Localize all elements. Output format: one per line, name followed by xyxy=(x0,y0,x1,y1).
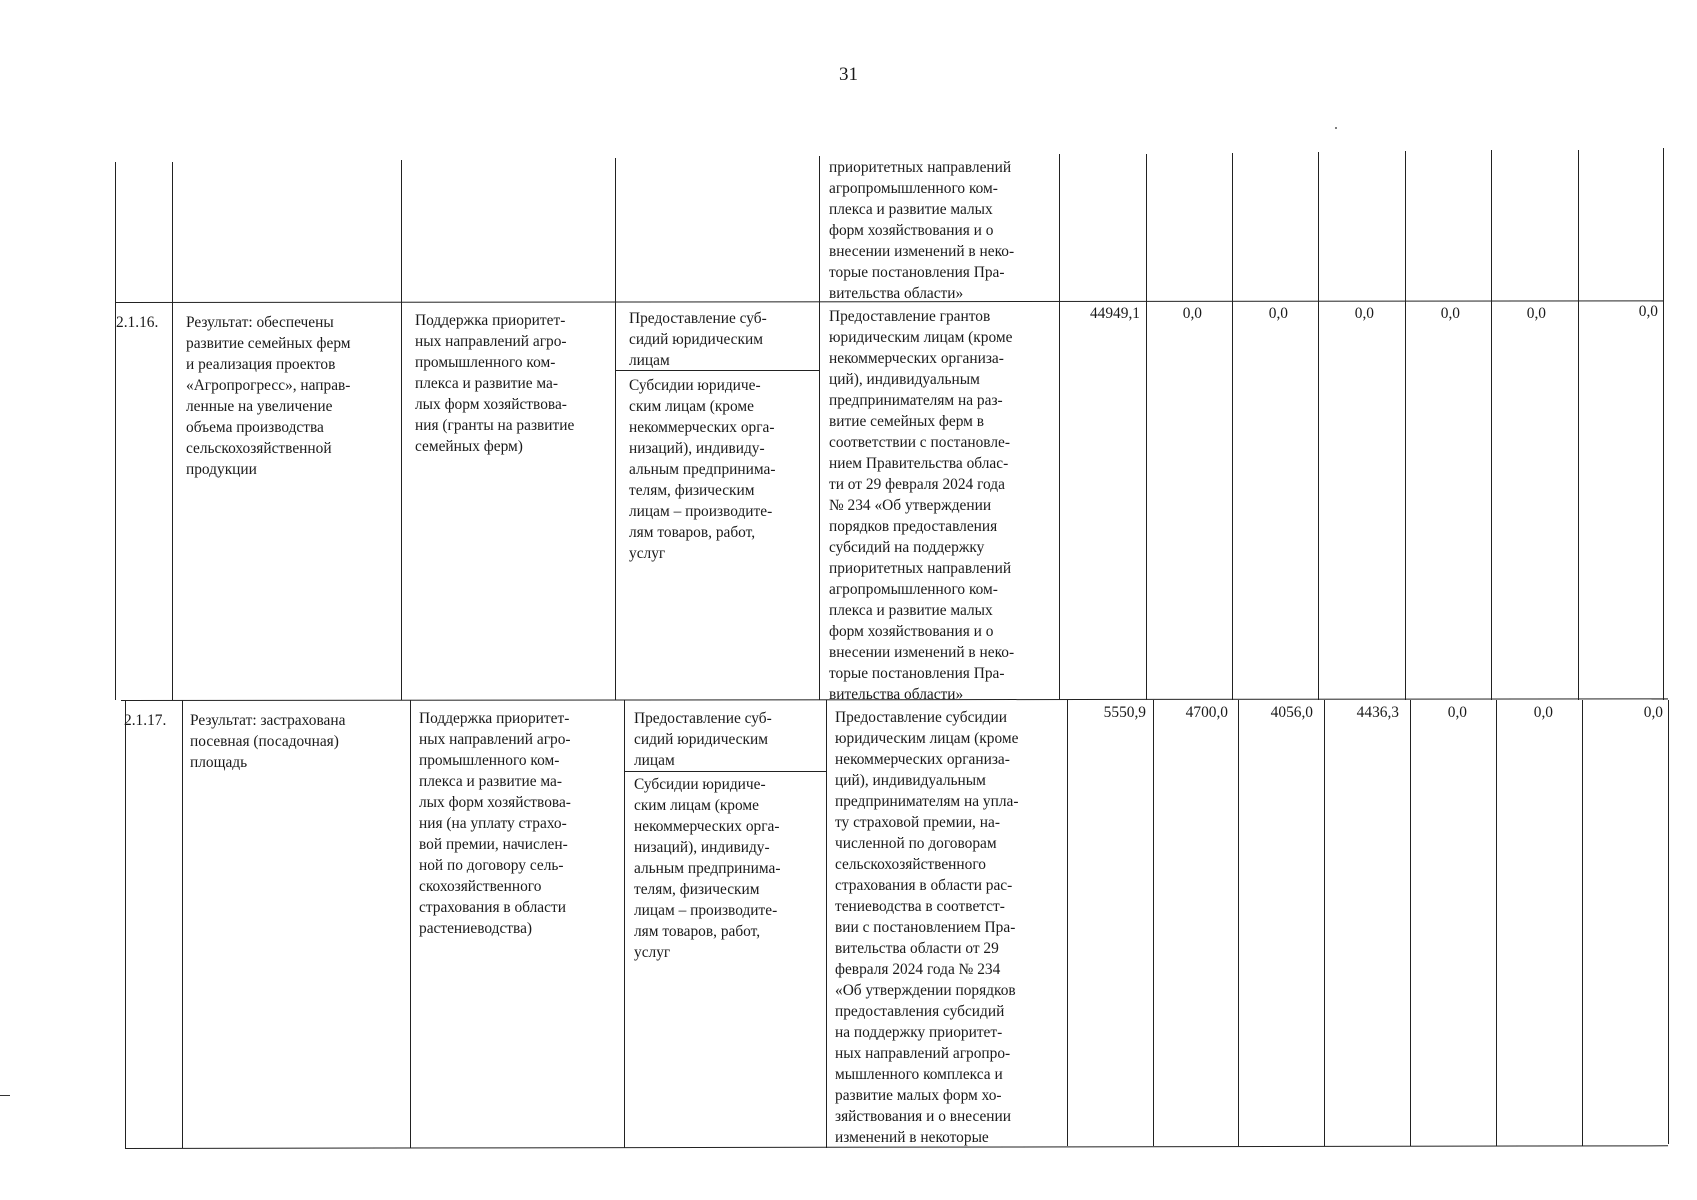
column-divider xyxy=(115,162,116,700)
result-description: Результат: застрахована посевная (посадочная) площадь xyxy=(190,712,346,771)
column-divider xyxy=(1238,700,1239,1146)
row-number: 2.1.17. xyxy=(124,712,167,729)
column-divider xyxy=(1153,700,1154,1146)
value-cell: 4436,3 xyxy=(1356,704,1399,721)
value-cell: 0,0 xyxy=(1354,305,1374,322)
page-number: 31 xyxy=(839,64,858,85)
value-cell: 44949,1 xyxy=(1089,305,1140,322)
column-divider xyxy=(1146,154,1147,700)
column-divider xyxy=(1663,148,1664,700)
value-cell: 0,0 xyxy=(1526,305,1546,322)
scan-speck xyxy=(1335,127,1337,129)
column-divider xyxy=(615,158,616,700)
value-cell: 5550,9 xyxy=(1103,704,1146,721)
value-cell: 0,0 xyxy=(1643,704,1663,721)
value-cell: 0,0 xyxy=(1268,305,1288,322)
recipients: Субсидии юридиче- ским лицам (кроме некоммерческих орга- низаций), индивиду- альным предпринима- телям, физическим лицам – производите- лям товаров, работ, услуг xyxy=(629,377,776,562)
value-cell: 0,0 xyxy=(1447,704,1467,721)
column-divider xyxy=(172,162,173,700)
result-description: Результат: обеспечены развитие семейных ферм и реализация проектов «Агропрогресс», направ- ленные на увеличение объема производства сельскохозяйственной продукции xyxy=(186,314,351,478)
legal-basis-continuation: приоритетных направлений агропромышленного ком- плекса и развитие малых форм хозяйствования и о внесении изменений в неко- торые постановления Пра- вительства области» xyxy=(829,159,1015,302)
mechanism-separator xyxy=(624,771,826,772)
column-divider xyxy=(1496,700,1497,1146)
value-cell: 0,0 xyxy=(1638,303,1658,320)
column-divider xyxy=(410,700,411,1148)
value-cell: 4056,0 xyxy=(1270,704,1313,721)
column-divider xyxy=(1059,154,1060,700)
support-direction: Поддержка приоритет- ных направлений агро- промышленного ком- плекса и развитие ма- лых форм хозяйствова- ния (гранты на развитие семейных ферм) xyxy=(415,312,575,455)
support-direction: Поддержка приоритет- ных направлений агро- промышленного ком- плекса и развитие ма- лых форм хозяйствова- ния (на уплату страхо- вой премии, начислен- ной по договору сель- скохозяйственного страхования в области растениеводства) xyxy=(419,710,571,937)
column-divider xyxy=(1578,150,1579,700)
column-divider xyxy=(826,700,827,1148)
legal-basis: Предоставление субсидии юридическим лицам (кроме некоммерческих организа- ций), индивидуальным предпринимателям на упла- ту страховой премии, на- численной по договорам сельскохозяйственного страхования в области рас- тениеводства в соответст- вии с постановлением Пра- вительства области от 29 февраля 2024 года № 234 «Об утверждении порядков предоставления субсидий на поддержку приоритет- ных направлений агропро- мышленного комплекса и развитие малых форм хо- зяйствования и о внесении изменений в некоторые xyxy=(835,709,1019,1146)
column-divider xyxy=(1232,153,1233,700)
column-divider xyxy=(401,160,402,700)
mechanism-type: Предоставление суб- сидий юридическим лицам xyxy=(634,710,772,769)
column-divider xyxy=(125,700,126,1148)
column-divider xyxy=(182,700,183,1148)
column-divider xyxy=(1405,151,1406,700)
column-divider xyxy=(1324,700,1325,1146)
value-cell: 0,0 xyxy=(1533,704,1553,721)
row-number: 2.1.16. xyxy=(116,314,159,331)
legal-basis: Предоставление грантов юридическим лицам (кроме некоммерческих организа- ций), индивидуальным предпринимателям на раз- витие семейных ферм в соответствии с постановле- нием Правительства облас- ти от 29 февраля 2024 года № 234 «Об утверждении порядков предоставления субсидий на поддержку приоритетных направлений агропромышленного ком- плекса и развитие малых форм хозяйствования и о внесении изменений в неко- торые постановления Пра- вительства области» xyxy=(829,308,1015,703)
column-divider xyxy=(1410,700,1411,1146)
column-divider xyxy=(819,156,820,700)
recipients: Субсидии юридиче- ским лицам (кроме некоммерческих орга- низаций), индивиду- альным предпринима- телям, физическим лицам – производите- лям товаров, работ, услуг xyxy=(634,776,781,961)
column-divider xyxy=(1582,700,1583,1146)
column-divider xyxy=(1318,152,1319,700)
column-divider xyxy=(624,700,625,1148)
column-divider xyxy=(1668,700,1669,1144)
margin-mark xyxy=(0,1095,10,1096)
value-cell: 0,0 xyxy=(1182,305,1202,322)
mechanism-type: Предоставление суб- сидий юридическим лицам xyxy=(629,310,767,369)
column-divider xyxy=(1067,700,1068,1146)
value-cell: 4700,0 xyxy=(1185,704,1228,721)
column-divider xyxy=(1491,150,1492,700)
value-cell: 0,0 xyxy=(1440,305,1460,322)
